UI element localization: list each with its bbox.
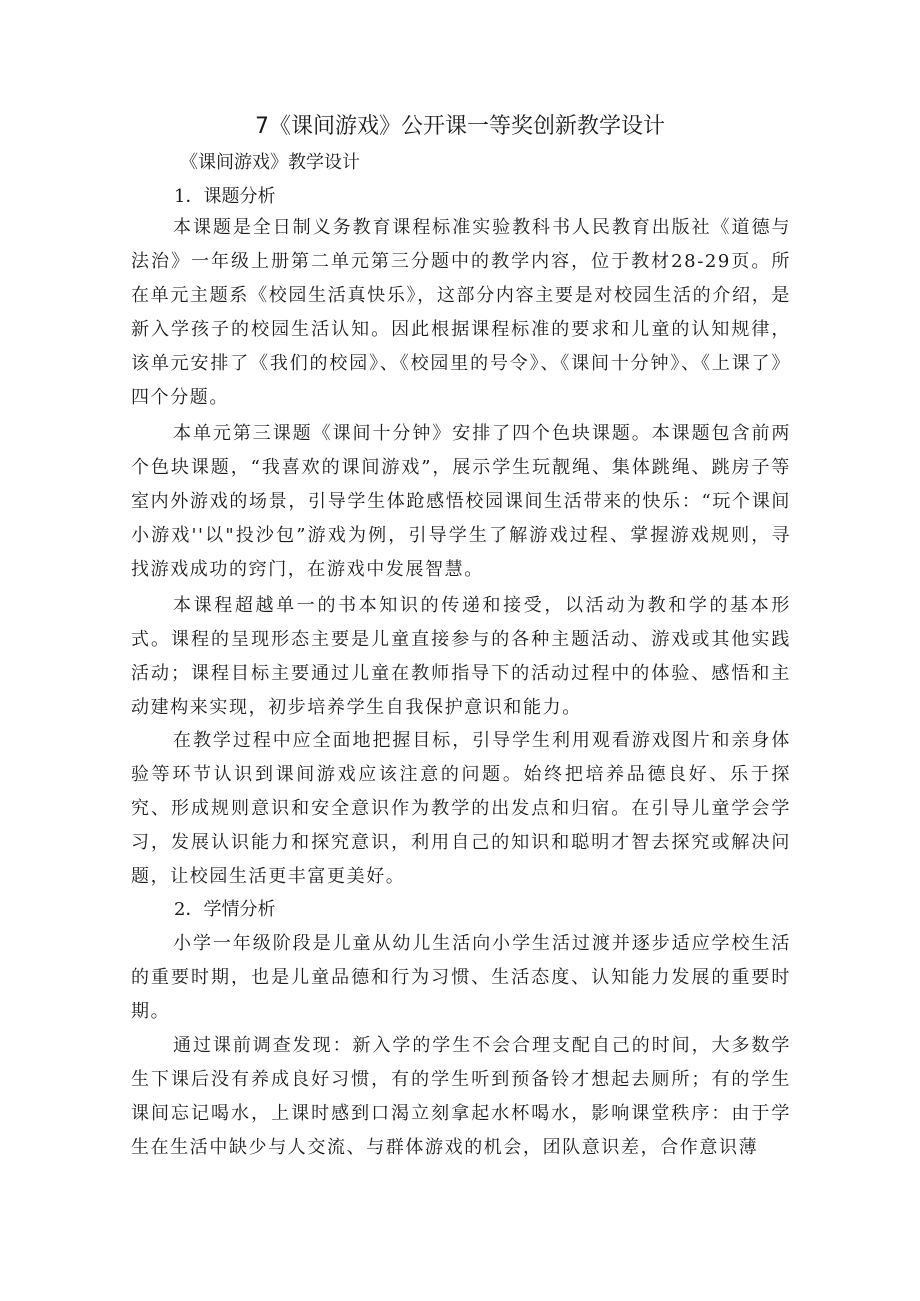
paragraph-1-3: 本课程超越单一的书本知识的传递和接受，以活动为教和学的基本形式。课程的呈现形态主要是儿童直接参与的各种主题活动、游戏或其他实践活动；课程目标主要通过儿童在教师指导下的活动过程中的体验、感悟和主动建构来实现，初步培养学生自我保护意识和能力。: [131, 595, 791, 718]
document-subtitle: 《课间游戏》教学设计: [180, 152, 360, 173]
paragraph-1-1: 本课题是全日制义务教育课程标准实验教科书人民教育出版社《道德与法治》一年级上册第二单元第三分题中的教学内容，位于教材28-29页。所在单元主题系《校园生活真快乐》，这部分内容主要是对校园生活的介绍，是新入学孩子的校园生活认知。因此根据课程标准的要求和儿童的认知规律，该单元安排了《我们的校园》、《校园里的号令》、《课间十分钟》、《上课了》四个分题。: [131, 217, 791, 408]
section-heading-2: 2．学情分析: [174, 899, 276, 920]
section-heading-1: 1．课题分析: [174, 186, 276, 207]
paragraph-1-2: 本单元第三课题《课间十分钟》安排了四个色块课题。本课题包含前两个色块课题，“我喜欢的课间游戏”，展示学生玩靓绳、集体跳绳、跳房子等室内外游戏的场景，引导学生体跄感悟校园课间生活带来的快乐：“玩个课间小游戏''以"投沙包”游戏为例，引导学生了解游戏过程、掌握游戏规则，寻找游戏成功的窍门，在游戏中发展智慧。: [131, 423, 791, 580]
paragraph-2-1: 小学一年级阶段是儿童从幼儿生活向小学生活过渡并逐步适应学校生活的重要时期，也是儿童品德和行为习惯、生活态度、认知能力发展的重要时期。: [131, 933, 791, 1022]
paragraph-2-2: 通过课前调查发现：新入学的学生不会合理支配自己的时间，大多数学生下课后没有养成良好习惯，有的学生听到预备铃才想起去厕所；有的学生课间忘记喝水，上课时感到口渴立刻拿起水杯喝水，影响课堂秩序：由于学生在生活中缺少与人交流、与群体游戏的机会，团队意识差，合作意识薄: [131, 1035, 791, 1158]
paragraph-1-4: 在教学过程中应全面地把握目标，引导学生利用观看游戏图片和亲身体验等环节认识到课间游戏应该注意的问题。始终把培养品德良好、乐于探究、形成规则意识和安全意识作为教学的出发点和归宿。在引导儿童学会学习，发展认识能力和探究意识，利用自己的知识和聪明才智去探究或解决问题，让校园生活更丰富更美好。: [131, 730, 791, 887]
document-title: 7《课间游戏》公开课一等奖创新教学设计: [255, 114, 665, 139]
